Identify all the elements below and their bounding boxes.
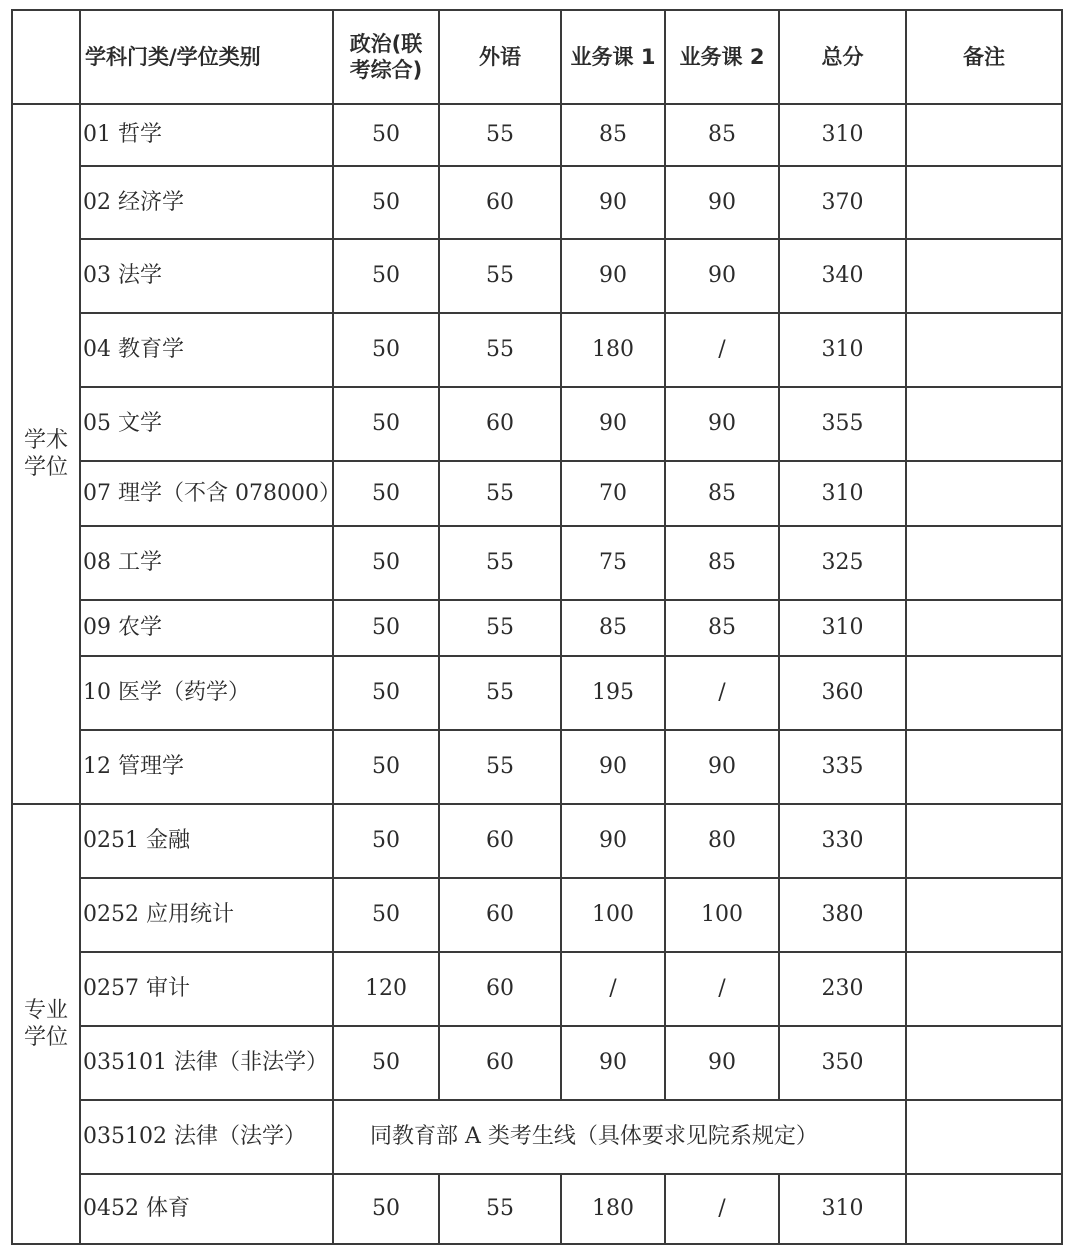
- score-table: [11, 9, 1063, 1245]
- header-language: 外语: [439, 10, 561, 104]
- cell-remark: [906, 387, 1062, 461]
- cell-language: 60: [439, 952, 561, 1026]
- cell-total: 310: [779, 600, 906, 656]
- cell-remark: [906, 1100, 1062, 1174]
- table-row: [12, 1174, 1062, 1244]
- cell-remark: [906, 878, 1062, 952]
- table-row: [12, 656, 1062, 730]
- merged-note: 同教育部 A 类考生线（具体要求见院系规定）: [333, 1100, 906, 1174]
- cell-language: 55: [439, 104, 561, 166]
- cell-course1: 180: [561, 313, 665, 387]
- cell-subject: 10 医学（药学）: [80, 656, 333, 730]
- cell-remark: [906, 804, 1062, 878]
- cell-course2: /: [665, 952, 779, 1026]
- cell-course1: /: [561, 952, 665, 1026]
- table-row: [12, 313, 1062, 387]
- cell-course1: 100: [561, 878, 665, 952]
- cell-course1: 90: [561, 1026, 665, 1100]
- cell-total: 350: [779, 1026, 906, 1100]
- table-row: [12, 104, 1062, 166]
- cell-course2: /: [665, 1174, 779, 1244]
- cell-subject: 07 理学（不含 078000）: [80, 461, 333, 526]
- group-label-academic: 学术 学位: [12, 104, 80, 804]
- corner-cell: [12, 10, 80, 104]
- cell-course2: 85: [665, 104, 779, 166]
- header-subject: 学科门类/学位类别: [80, 10, 333, 104]
- cell-subject: 02 经济学: [80, 166, 333, 239]
- cell-politics: 50: [333, 656, 439, 730]
- cell-remark: [906, 166, 1062, 239]
- table-row: [12, 387, 1062, 461]
- cell-subject: 01 哲学: [80, 104, 333, 166]
- cell-remark: [906, 461, 1062, 526]
- cell-language: 55: [439, 1174, 561, 1244]
- cell-course2: 80: [665, 804, 779, 878]
- header-politics: 政治(联 考综合): [333, 10, 439, 104]
- cell-subject: 0452 体育: [80, 1174, 333, 1244]
- cell-remark: [906, 239, 1062, 313]
- table-row: [12, 166, 1062, 239]
- cell-language: 55: [439, 461, 561, 526]
- table-row: [12, 526, 1062, 600]
- header-course2: 业务课 2: [665, 10, 779, 104]
- cell-remark: [906, 952, 1062, 1026]
- cell-total: 230: [779, 952, 906, 1026]
- cell-course1: 75: [561, 526, 665, 600]
- cell-politics: 50: [333, 730, 439, 804]
- cell-politics: 50: [333, 804, 439, 878]
- cell-language: 60: [439, 804, 561, 878]
- cell-politics: 50: [333, 1174, 439, 1244]
- cell-language: 60: [439, 878, 561, 952]
- table-row: [12, 461, 1062, 526]
- table-row-merged: [12, 1100, 1062, 1174]
- cell-course1: 195: [561, 656, 665, 730]
- group-label-professional: 专业 学位: [12, 804, 80, 1244]
- cell-course2: 90: [665, 387, 779, 461]
- cell-total: 310: [779, 461, 906, 526]
- cell-total: 310: [779, 1174, 906, 1244]
- cell-subject: 03 法学: [80, 239, 333, 313]
- table-row: [12, 804, 1062, 878]
- cell-total: 360: [779, 656, 906, 730]
- cell-subject: 12 管理学: [80, 730, 333, 804]
- cell-course1: 90: [561, 239, 665, 313]
- cell-subject: 035102 法律（法学）: [80, 1100, 333, 1174]
- table-row: [12, 878, 1062, 952]
- cell-politics: 50: [333, 166, 439, 239]
- cell-subject: 035101 法律（非法学）: [80, 1026, 333, 1100]
- cell-remark: [906, 730, 1062, 804]
- header-course1: 业务课 1: [561, 10, 665, 104]
- cell-course1: 180: [561, 1174, 665, 1244]
- cell-course1: 90: [561, 730, 665, 804]
- cell-total: 370: [779, 166, 906, 239]
- header-remark: 备注: [906, 10, 1062, 104]
- cell-course2: 85: [665, 600, 779, 656]
- cell-politics: 50: [333, 600, 439, 656]
- table-row: [12, 1026, 1062, 1100]
- cell-politics: 50: [333, 878, 439, 952]
- cell-total: 355: [779, 387, 906, 461]
- cell-course1: 85: [561, 104, 665, 166]
- cell-language: 55: [439, 313, 561, 387]
- cell-course1: 90: [561, 804, 665, 878]
- cell-course2: /: [665, 656, 779, 730]
- table-row: [12, 952, 1062, 1026]
- cell-remark: [906, 526, 1062, 600]
- cell-politics: 50: [333, 1026, 439, 1100]
- cell-language: 55: [439, 656, 561, 730]
- table-row: [12, 600, 1062, 656]
- cell-politics: 50: [333, 526, 439, 600]
- cell-course2: 85: [665, 526, 779, 600]
- cell-language: 60: [439, 387, 561, 461]
- cell-total: 330: [779, 804, 906, 878]
- cell-course1: 70: [561, 461, 665, 526]
- cell-subject: 08 工学: [80, 526, 333, 600]
- cell-course2: 100: [665, 878, 779, 952]
- cell-total: 340: [779, 239, 906, 313]
- cell-total: 310: [779, 313, 906, 387]
- cell-politics: 50: [333, 387, 439, 461]
- cell-politics: 50: [333, 239, 439, 313]
- cell-politics: 50: [333, 461, 439, 526]
- cell-course2: /: [665, 313, 779, 387]
- cell-course2: 90: [665, 166, 779, 239]
- table-row: [12, 730, 1062, 804]
- cell-remark: [906, 1174, 1062, 1244]
- header-row: [12, 10, 1062, 104]
- cell-subject: 0252 应用统计: [80, 878, 333, 952]
- cell-total: 380: [779, 878, 906, 952]
- cell-course2: 90: [665, 239, 779, 313]
- cell-total: 310: [779, 104, 906, 166]
- cell-course1: 90: [561, 166, 665, 239]
- cell-politics: 50: [333, 104, 439, 166]
- cell-total: 335: [779, 730, 906, 804]
- cell-remark: [906, 600, 1062, 656]
- cell-subject: 09 农学: [80, 600, 333, 656]
- cell-subject: 0257 审计: [80, 952, 333, 1026]
- cell-language: 55: [439, 730, 561, 804]
- table-row: [12, 239, 1062, 313]
- header-total: 总分: [779, 10, 906, 104]
- cell-language: 55: [439, 600, 561, 656]
- cell-language: 55: [439, 239, 561, 313]
- cell-language: 60: [439, 1026, 561, 1100]
- cell-remark: [906, 1026, 1062, 1100]
- cell-language: 60: [439, 166, 561, 239]
- cell-language: 55: [439, 526, 561, 600]
- cell-politics: 120: [333, 952, 439, 1026]
- cell-course2: 90: [665, 730, 779, 804]
- cell-course1: 85: [561, 600, 665, 656]
- cell-subject: 04 教育学: [80, 313, 333, 387]
- cell-subject: 05 文学: [80, 387, 333, 461]
- cell-course2: 85: [665, 461, 779, 526]
- cell-remark: [906, 104, 1062, 166]
- cell-subject: 0251 金融: [80, 804, 333, 878]
- cell-course1: 90: [561, 387, 665, 461]
- cell-total: 325: [779, 526, 906, 600]
- cell-politics: 50: [333, 313, 439, 387]
- cell-remark: [906, 313, 1062, 387]
- table-body: [12, 104, 1062, 1244]
- cell-course2: 90: [665, 1026, 779, 1100]
- cell-remark: [906, 656, 1062, 730]
